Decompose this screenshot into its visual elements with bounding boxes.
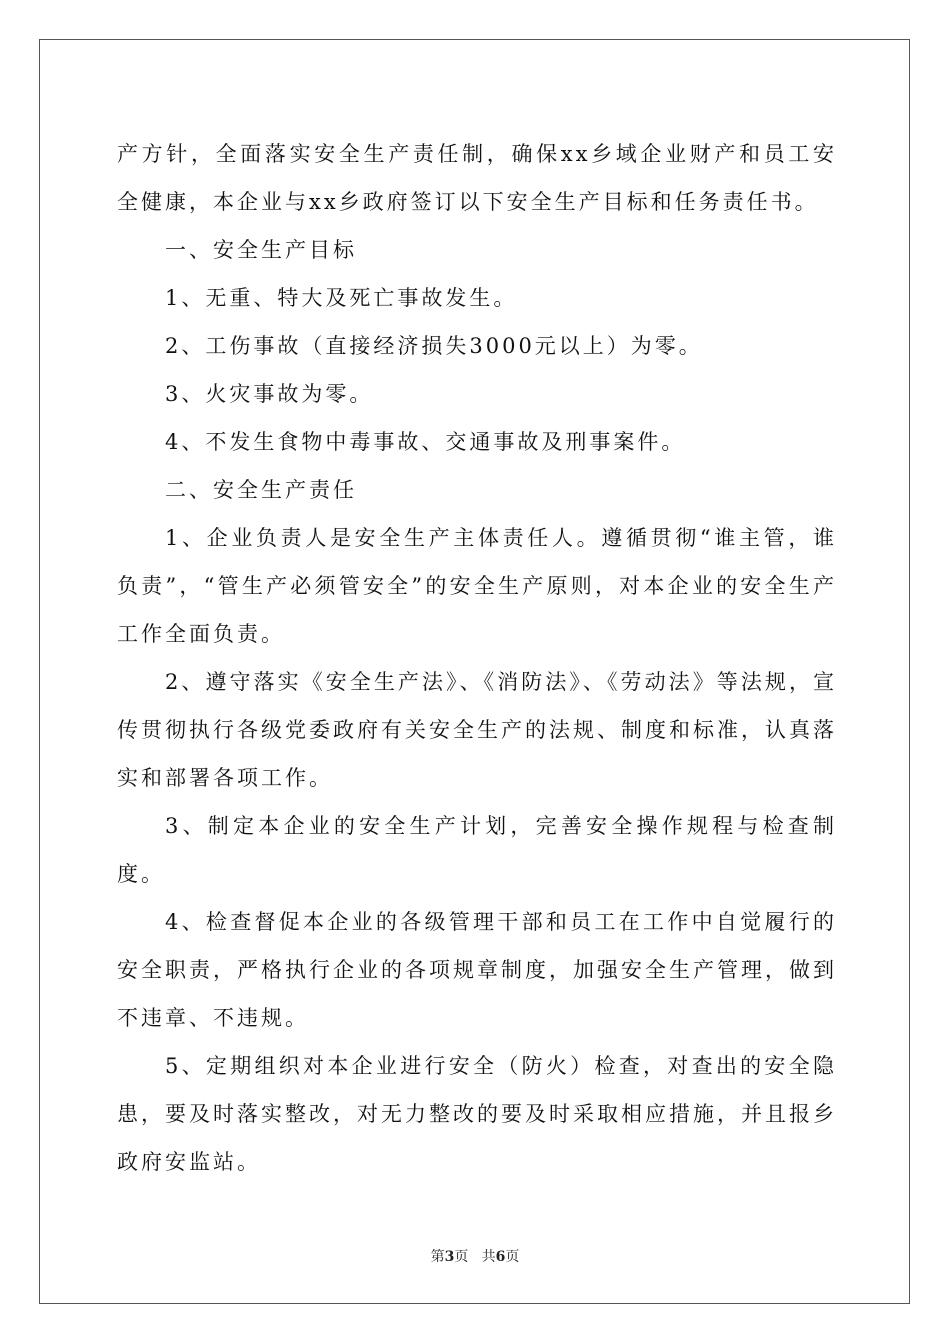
total-suffix: 页 bbox=[505, 1249, 520, 1265]
responsibility-item-3: 3、制定本企业的安全生产计划，完善安全操作规程与检查制度。 bbox=[117, 814, 837, 886]
document-body bbox=[117, 130, 837, 1186]
total-pages: 6 bbox=[495, 1249, 506, 1265]
paragraph-1: 产方针，全面落实安全生产责任制，确保xx乡域企业财产和员工安全健康，本企业与xx乡政府签订以下安全生产目标和任务责任书。 bbox=[117, 142, 837, 214]
heading-safety-responsibility: 二、安全生产责任 bbox=[165, 478, 357, 502]
page-suffix: 页 bbox=[454, 1249, 469, 1265]
page-footer bbox=[0, 1246, 950, 1266]
page-number: 3 bbox=[444, 1249, 455, 1265]
goal-item-1: 1、无重、特大及死亡事故发生。 bbox=[165, 286, 518, 310]
responsibility-item-4: 4、检查督促本企业的各级管理干部和员工在工作中自觉履行的安全职责，严格执行企业的各项规章制度，加强安全生产管理，做到不违章、不违规。 bbox=[117, 910, 837, 1030]
total-prefix: 共 bbox=[481, 1249, 496, 1265]
goal-item-2: 2、工伤事故（直接经济损失3000元以上）为零。 bbox=[165, 334, 703, 358]
goal-item-3: 3、火灾事故为零。 bbox=[165, 382, 374, 406]
page-prefix: 第 bbox=[430, 1249, 445, 1265]
responsibility-item-1: 1、企业负责人是安全生产主体责任人。遵循贯彻“谁主管，谁负责”，“管生产必须管安全”的安全生产原则，对本企业的安全生产工作全面负责。 bbox=[117, 526, 837, 646]
responsibility-item-2: 2、遵守落实《安全生产法》、《消防法》、《劳动法》等法规，宣传贯彻执行各级党委政府有关安全生产的法规、制度和标准，认真落实和部署各项工作。 bbox=[117, 670, 837, 790]
responsibility-item-5: 5、定期组织对本企业进行安全（防火）检查，对查出的安全隐患，要及时落实整改，对无力整改的要及时采取相应措施，并且报乡政府安监站。 bbox=[117, 1054, 837, 1174]
goal-item-4: 4、不发生食物中毒事故、交通事故及刑事案件。 bbox=[165, 430, 686, 454]
heading-safety-goals: 一、安全生产目标 bbox=[165, 238, 357, 262]
